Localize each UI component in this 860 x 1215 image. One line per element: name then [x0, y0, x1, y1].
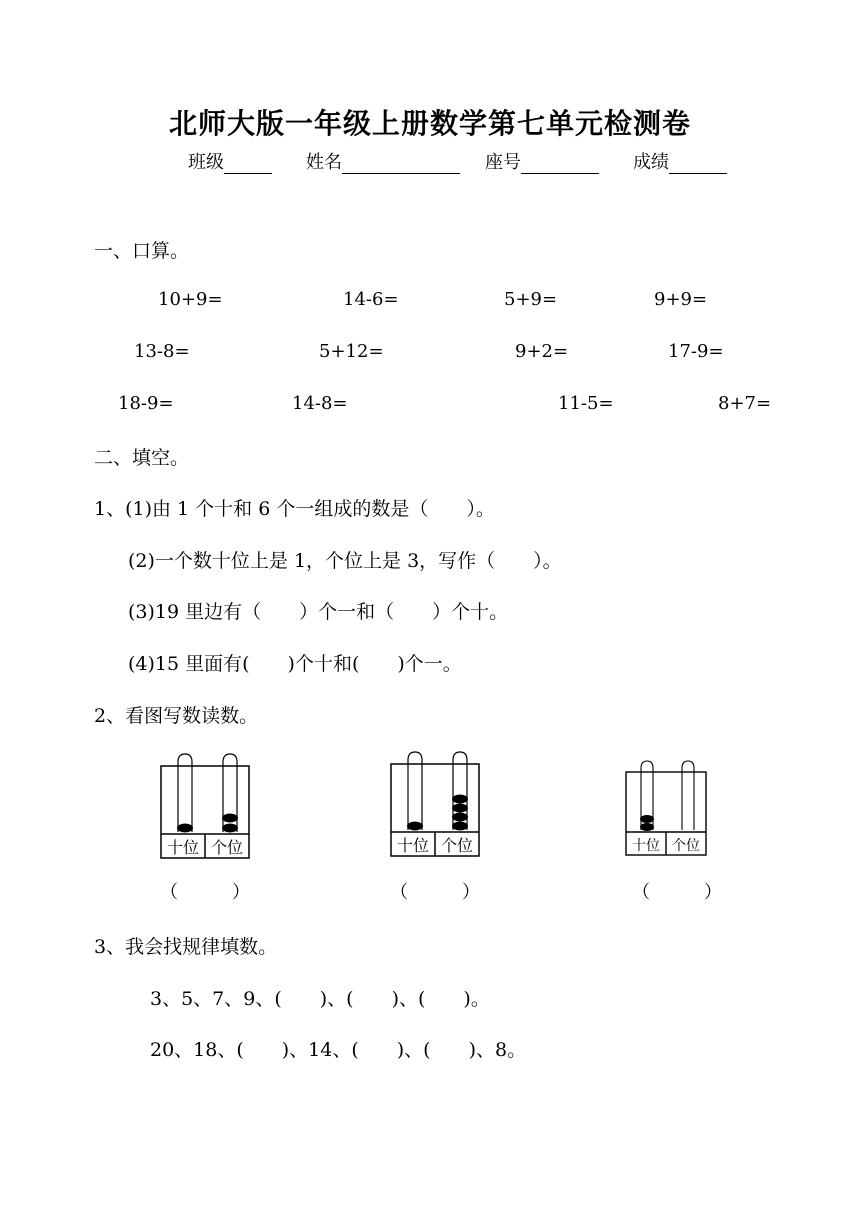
pattern-line-2: 20、18、( )、14、( )、( )、8。	[150, 1039, 527, 1061]
question-1-3: (3)19 里边有（ ）个一和（ ）个十。	[128, 601, 509, 623]
bead	[222, 814, 238, 823]
seat-blank[interactable]	[521, 155, 599, 174]
abacus-3	[620, 758, 712, 858]
calc-item: 18-9=	[118, 393, 174, 414]
name-label: 姓名	[306, 152, 342, 173]
section-1-heading: 一、口算。	[94, 240, 190, 262]
bead	[452, 804, 468, 813]
calc-item: 9+9=	[654, 289, 708, 310]
ones-label: 个位	[672, 838, 700, 854]
score-blank[interactable]	[669, 155, 727, 174]
answer-blank-2[interactable]: （ ）	[390, 882, 480, 903]
calc-item: 14-8=	[292, 393, 348, 414]
bead	[452, 795, 468, 804]
question-1-1: 1、(1)由 1 个十和 6 个一组成的数是（ ）。	[94, 498, 495, 520]
calc-item: 10+9=	[158, 289, 223, 310]
bead	[177, 824, 193, 833]
answer-blank-1[interactable]: （ ）	[160, 882, 250, 903]
question-1-2: (2)一个数十位上是 1，个位上是 3，写作（ ）。	[128, 550, 562, 572]
bead	[640, 815, 654, 823]
tens-label: 十位	[166, 838, 200, 857]
calc-item: 5+9=	[504, 289, 558, 310]
bead	[222, 824, 238, 833]
calc-item: 9+2=	[515, 341, 569, 362]
bead	[407, 822, 423, 831]
calc-item: 14-6=	[343, 289, 399, 310]
question-1-4: (4)15 里面有( )个十和( )个一。	[128, 653, 462, 675]
calc-item: 17-9=	[668, 341, 724, 362]
bead	[452, 813, 468, 822]
calc-item: 11-5=	[558, 393, 614, 414]
question-3-heading: 3、我会找规律填数。	[94, 936, 278, 958]
seat-label: 座号	[485, 152, 521, 173]
answer-blank-3[interactable]: （ ）	[632, 882, 722, 903]
calc-item: 13-8=	[134, 341, 190, 362]
score-field	[633, 148, 727, 174]
question-2-heading: 2、看图写数读数。	[94, 705, 259, 727]
seat-field	[485, 148, 599, 174]
tens-label: 十位	[396, 836, 430, 855]
pattern-line-1: 3、5、7、9、( )、( )、( )。	[150, 988, 490, 1010]
abacus-2	[385, 750, 485, 860]
ones-label: 个位	[210, 838, 244, 857]
class-field	[188, 148, 272, 174]
name-field	[306, 148, 460, 174]
bead	[640, 823, 654, 831]
tens-label: 十位	[632, 838, 660, 854]
bead	[452, 822, 468, 831]
score-label: 成绩	[633, 152, 669, 173]
section-2-heading: 二、填空。	[94, 447, 190, 469]
calc-item: 5+12=	[319, 341, 384, 362]
abacus-1	[155, 752, 255, 862]
page-title: 北师大版一年级上册数学第七单元检测卷	[168, 107, 691, 140]
ones-label: 个位	[440, 836, 474, 855]
calc-item: 8+7=	[718, 393, 772, 414]
class-label: 班级	[188, 152, 224, 173]
class-blank[interactable]	[224, 155, 272, 174]
name-blank[interactable]	[342, 155, 460, 174]
